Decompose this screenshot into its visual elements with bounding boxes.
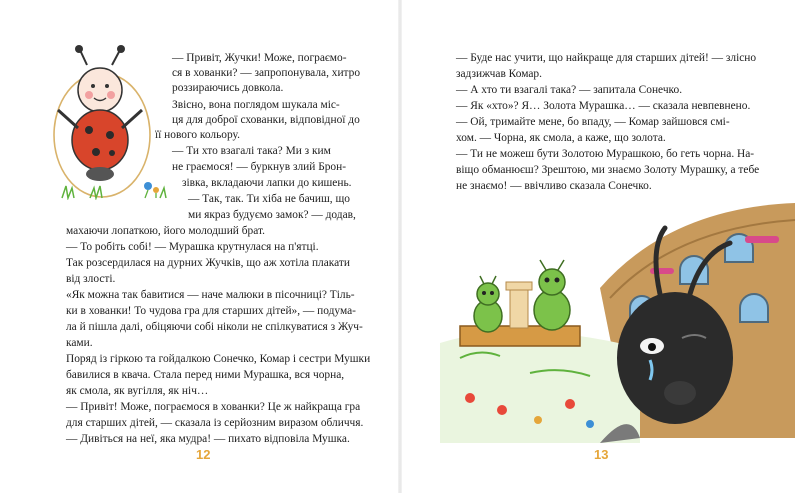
grass-flowers-decoration [60,178,170,200]
text-line: — Привіт, Жучки! Може, пограємо- [172,52,347,64]
text-line: — Буде нас учити, що найкраще для старших дітей! — злісно [456,52,757,64]
page-number: 12 [196,447,211,462]
text-line: хом. — Чорна, як смола, а каже, що золота. [456,132,666,144]
text-line: Поряд із гіркою та гойдалкою Сонечко, Комар і сестри Мушки [66,353,371,365]
text-line: задзижчав Комар. [456,68,542,80]
text-line: — Ти хто взагалі така? Ми з ким [172,145,331,157]
text-line: — Ти не можеш бути Золотою Мурашкою, бо геть чорна. На- [456,148,755,160]
text-line: від злості. [66,273,116,285]
text-line: роззираючись довкола. [172,82,284,94]
text-line: Так розсердилася на дурних Жучків, що аж хотіла плакати [66,257,350,269]
text-line: не знаємо! — ввічливо сказала Сонечко. [456,180,652,192]
text-line: — Як «хто»? Я… Золота Мурашка… — сказала невпевнено. [456,100,751,112]
text-line: «Як можна так бавитися — наче малюки в пісочниці? Тіль- [66,289,355,301]
text-line: не граємося! — буркнув злий Брон- [172,161,347,173]
text-line: ся в хованки? — запропонувала, хитро [172,67,361,79]
text-line: ки в хованки! То чудова гра для старших дітей», — подума- [66,305,356,317]
text-line: — Привіт! Може, пограємося в хованки? Це ж найкраща гра [66,401,361,413]
text-line: ками. [66,337,93,349]
playground-scene-illustration [440,198,795,443]
text-line: бавилися в квача. Стала перед ними Мурашка, вся чорна, [66,369,345,381]
text-line: зівка, вкладаючи лапки до кишень. [182,177,352,189]
text-line: — А хто ти взагалі така? — запитала Сонечко. [456,84,683,96]
text-line: — Ой, тримайте мене, бо впаду, — Комар зайшовся смі- [456,116,730,128]
text-line: — Дивіться на неї, яка мудра! — пихато відповіла Мушка. [66,433,350,445]
text-line: ця для доброї схованки, відповідної до [172,114,360,126]
text-line: — То робіть собі! — Мурашка крутнулася на п'ятці. [66,241,319,253]
text-line: її нового кольору. [155,129,240,141]
text-line: ла й пішла далі, обіцяючи собі ніколи не спілкуватися з Жуч- [66,321,363,333]
text-line: — Так, так. Ти хіба не бачиш, що [188,193,350,205]
page-number: 13 [594,447,609,462]
text-line: махаючи лопаткою, його молодший брат. [66,225,265,237]
text-line: як смола, як вугілля, як ніч… [66,385,209,397]
text-line: віщо обманюєш? Зрештою, ми знаємо Золоту Мурашку, а тебе [456,164,760,176]
text-line: для старших дітей, — сказала із серйозним виразом обличчя. [66,417,364,429]
text-line: Звісно, вона поглядом шукала міс- [172,99,340,111]
right-page [400,0,800,493]
text-line: ми якраз будуємо замок? — додав, [188,209,356,221]
